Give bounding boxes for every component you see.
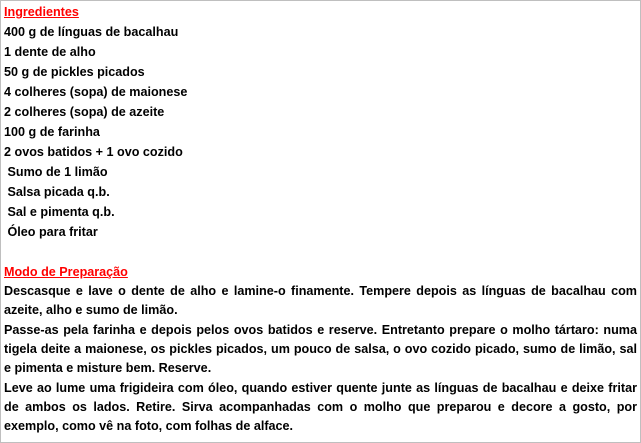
ingredient-item: 4 colheres (sopa) de maionese	[4, 85, 188, 99]
ingredient-item: 100 g de farinha	[4, 125, 100, 139]
ingredient-item: Salsa picada q.b.	[4, 185, 110, 199]
method-paragraph: Descasque e lave o dente de alho e lamine-o finamente. Tempere depois as línguas de bacalhau com azeite, alho e sumo de limão.	[4, 284, 637, 317]
ingredient-item: 2 colheres (sopa) de azeite	[4, 105, 165, 119]
ingredients-list	[4, 22, 187, 242]
method-paragraph: Passe-as pela farinha e depois pelos ovos batidos e reserve. Entretanto prepare o molho tártaro: numa tigela deite a maionese, os pickles picados, um pouco de salsa, o ovo cozido picado, sumo de limão, sal e pimenta e misture bem. Reserve.	[4, 323, 637, 375]
method-heading: Modo de Preparação	[4, 265, 128, 279]
method-paragraph: Leve ao lume uma frigideira com óleo, quando estiver quente junte as línguas de bacalhau e deixe fritar de ambos os lados. Retire. Sirva acompanhadas com o molho que preparou e decore a gosto, por exemplo, como vê na foto, com folhas de alface.	[4, 381, 637, 433]
ingredient-item: 400 g de línguas de bacalhau	[4, 25, 179, 39]
method-section	[4, 282, 637, 436]
ingredient-item: 50 g de pickles picados	[4, 65, 145, 79]
ingredient-item: Óleo para fritar	[4, 225, 98, 239]
ingredient-item: 1 dente de alho	[4, 45, 96, 59]
ingredient-item: 2 ovos batidos + 1 ovo cozido	[4, 145, 183, 159]
ingredient-item: Sal e pimenta q.b.	[4, 205, 115, 219]
ingredients-heading: Ingredientes	[4, 5, 79, 19]
ingredient-item: Sumo de 1 limão	[4, 165, 108, 179]
